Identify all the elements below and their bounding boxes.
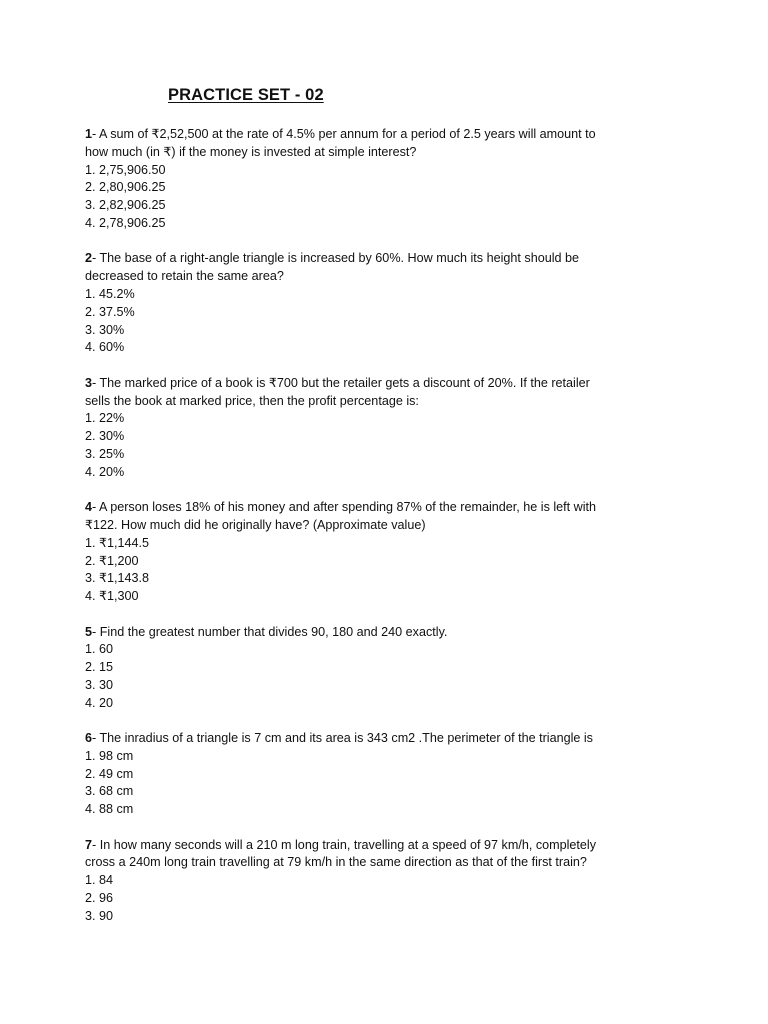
question-text: In how many seconds will a 210 m long train, travelling at a speed of 97 km/h, completely (99, 837, 597, 852)
question-number: 1 (85, 127, 93, 141)
answer-option: 1. 2,75,906.50 (85, 162, 166, 177)
question-2 (85, 250, 645, 357)
answer-option: 2. 15 (85, 660, 114, 675)
answer-option: 1. 98 cm (85, 748, 134, 763)
question-text-line (85, 499, 645, 517)
question-text: how much (in ₹) if the money is invested at simple interest? (85, 144, 417, 159)
answer-option: 4. 20 (85, 695, 114, 710)
answer-option: 4. 2,78,906.25 (85, 215, 166, 230)
answer-option: 2. ₹1,200 (85, 553, 139, 568)
question-3 (85, 375, 645, 482)
question-text: decreased to retain the same area? (85, 269, 284, 284)
question-text-line (85, 375, 645, 393)
answer-option: 3. 2,82,906.25 (85, 198, 166, 213)
question-5 (85, 624, 645, 713)
answer-option: 4. 88 cm (85, 802, 134, 817)
question-list (85, 126, 645, 943)
question-text-line (85, 268, 645, 286)
answer-option: 3. 68 cm (85, 784, 134, 799)
question-text: sells the book at marked price, then the profit percentage is: (85, 393, 419, 408)
question-number-separator: - (92, 624, 100, 639)
question-number-separator: - (92, 251, 100, 266)
question-text-line (85, 393, 645, 411)
answer-option: 2. 30% (85, 429, 125, 444)
question-text: Find the greatest number that divides 90, 180 and 240 exactly. (99, 624, 448, 639)
question-text: ₹122. How much did he originally have? (Approximate value) (85, 517, 426, 532)
question-text: The inradius of a triangle is 7 cm and its area is 343 cm2 .The perimeter of the triangle is (99, 731, 593, 746)
answer-option: 3. 30% (85, 322, 125, 337)
answer-option: 2. 49 cm (85, 766, 134, 781)
question-4 (85, 499, 645, 606)
question-number-separator: - (92, 500, 100, 515)
answer-option: 4. ₹1,300 (85, 589, 139, 604)
answer-option: 1. 45.2% (85, 286, 135, 301)
question-number-separator: - (92, 375, 100, 390)
answer-option: 2. 37.5% (85, 304, 135, 319)
answer-option: 1. ₹1,144.5 (85, 535, 150, 550)
question-text-line (85, 250, 645, 268)
answer-option: 1. 22% (85, 411, 125, 426)
question-text: The marked price of a book is ₹700 but the retailer gets a discount of 20%. If the retailer (99, 375, 590, 390)
question-text-line (85, 854, 645, 872)
question-6 (85, 730, 645, 819)
question-number: 4 (85, 500, 93, 515)
question-text-line (85, 730, 645, 748)
question-number-separator: - (92, 731, 100, 746)
question-number: 3 (85, 375, 93, 390)
question-number: 5 (85, 624, 93, 639)
question-text-line (85, 624, 645, 642)
question-7 (85, 837, 645, 926)
answer-option: 1. 84 (85, 873, 114, 888)
question-number-separator: - (92, 127, 100, 141)
answer-option: 3. 25% (85, 446, 125, 461)
answer-option: 3. ₹1,143.8 (85, 571, 150, 586)
answer-option: 4. 20% (85, 464, 125, 479)
question-text-line (85, 126, 645, 144)
question-text: A person loses 18% of his money and after spending 87% of the remainder, he is left with (99, 500, 597, 515)
question-1 (85, 126, 645, 233)
answer-option: 1. 60 (85, 642, 114, 657)
question-text-line (85, 144, 645, 162)
question-number-separator: - (92, 837, 100, 852)
page-title: PRACTICE SET - 02 (168, 86, 324, 104)
question-number: 7 (85, 837, 93, 852)
question-number: 6 (85, 731, 93, 746)
question-text: The base of a right-angle triangle is increased by 60%. How much its height should be (99, 251, 580, 266)
question-text: cross a 240m long train travelling at 79 km/h in the same direction as that of the first train? (85, 855, 587, 870)
answer-option: 2. 96 (85, 891, 114, 906)
answer-option: 3. 30 (85, 677, 114, 692)
question-text-line (85, 517, 645, 535)
question-text-line (85, 837, 645, 855)
answer-option: 3. 90 (85, 908, 114, 923)
answer-option: 2. 2,80,906.25 (85, 180, 166, 195)
question-number: 2 (85, 251, 93, 266)
question-text: A sum of ₹2,52,500 at the rate of 4.5% per annum for a period of 2.5 years will amount to (99, 127, 596, 141)
answer-option: 4. 60% (85, 340, 125, 355)
